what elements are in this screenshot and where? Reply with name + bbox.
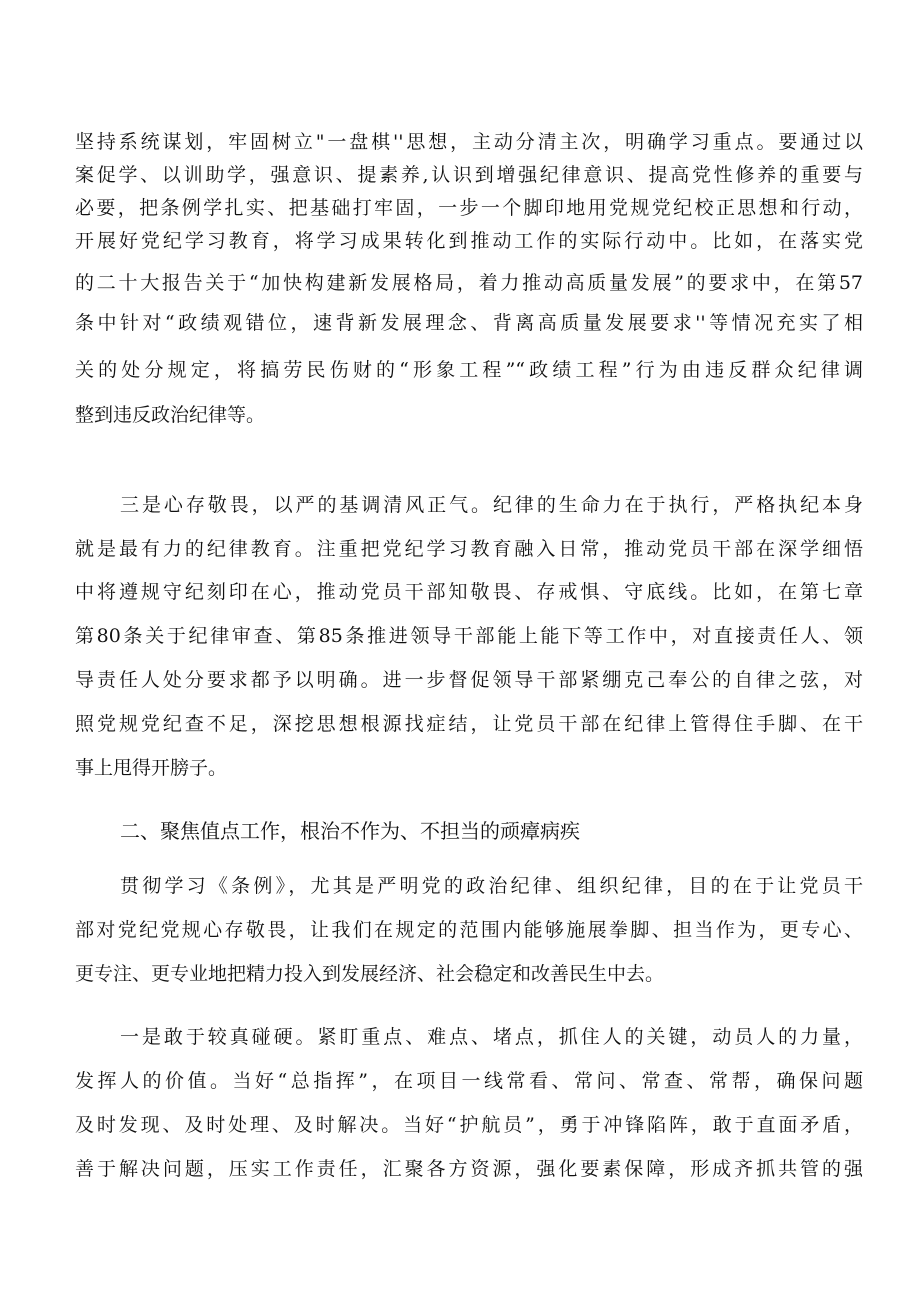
paragraph-1-line-3: 必要，把条例学扎实、把基础打牢固，一步一个脚印地用党规党纪校正思想和行动， bbox=[75, 197, 863, 219]
paragraph-2-line-2: 就是最有力的纪律教育。注重把党纪学习教育融入日常，推动党员干部在深学细悟 bbox=[75, 538, 863, 560]
paragraph-2-line-7: 事上甩得开膀子。 bbox=[75, 757, 228, 779]
paragraph-2-line-1: 三是心存敬畏，以严的基调清风正气。纪律的生命力在于执行，严格执纪本身 bbox=[120, 494, 863, 516]
paragraph-4-line-1: 一是敢于较真碰硬。紧盯重点、难点、堵点，抓住人的关键，动员人的力量， bbox=[120, 1026, 863, 1048]
paragraph-1-line-1: 坚持系统谋划，牢固树立"一盘棋''思想，主动分清主次，明确学习重点。要通过以 bbox=[75, 131, 863, 153]
paragraph-4-line-4: 善于解决问题，压实工作责任，汇聚各方资源，强化要素保障，形成齐抓共管的强 bbox=[75, 1158, 863, 1180]
paragraph-2-line-5: 导责任人处分要求都予以明确。进一步督促领导干部紧绷克己奉公的自律之弦，对 bbox=[75, 669, 863, 691]
paragraph-1-line-6: 条中针对“政绩观错位，速背新发展理念、背离高质量发展要求''等情况充实了相 bbox=[75, 312, 863, 334]
paragraph-2-line-3: 中将遵规守纪刻印在心，推动党员干部知敬畏、存戒惧、守底线。比如，在第七章 bbox=[75, 581, 863, 603]
paragraph-1-line-7: 关的处分规定，将搞劳民伤财的“形象工程”“政绩工程”行为由违反群众纪律调 bbox=[75, 359, 863, 381]
paragraph-1-line-2: 案促学、以训助学，强意识、提素养,认识到增强纪律意识、提高党性修养的重要与 bbox=[75, 164, 863, 186]
paragraph-4-line-3: 及时发现、及时处理、及时解决。当好“护航员”，勇于冲锋陷阵，敢于直面矛盾， bbox=[75, 1114, 863, 1136]
paragraph-1-line-8: 整到违反政治纪律等。 bbox=[75, 404, 266, 426]
paragraph-1-line-5: 的二十大报告关于“加快构建新发展格局，着力推动高质量发展”的要求中，在第57 bbox=[75, 272, 863, 294]
section-heading: 二、聚焦值点工作，根治不作为、不担当的顽瘴病疾 bbox=[120, 819, 580, 843]
paragraph-2-line-4: 第80条关于纪律审查、第85条推进领导干部能上能下等工作中，对直接责任人、领 bbox=[75, 625, 863, 647]
paragraph-3-line-1: 贯彻学习《条例》，尤其是严明党的政治纪律、组织纪律，目的在于让党员干 bbox=[120, 875, 863, 897]
paragraph-1-line-4: 开展好党纪学习教育，将学习成果转化到推动工作的实际行动中。比如，在落实党 bbox=[75, 230, 863, 252]
paragraph-3-line-2: 部对党纪党规心存敬畏，让我们在规定的范围内能够施展拳脚、担当作为，更专心、 bbox=[75, 919, 863, 941]
paragraph-3-line-3: 更专注、更专业地把精力投入到发展经济、社会稳定和改善民生中去。 bbox=[75, 963, 665, 985]
paragraph-2-line-6: 照党规党纪查不足，深挖思想根源找症结，让党员干部在纪律上管得住手脚、在干 bbox=[75, 713, 863, 735]
paragraph-4-line-2: 发挥人的价值。当好“总指挥”，在项目一线常看、常问、常查、常帮，确保问题 bbox=[75, 1070, 863, 1092]
